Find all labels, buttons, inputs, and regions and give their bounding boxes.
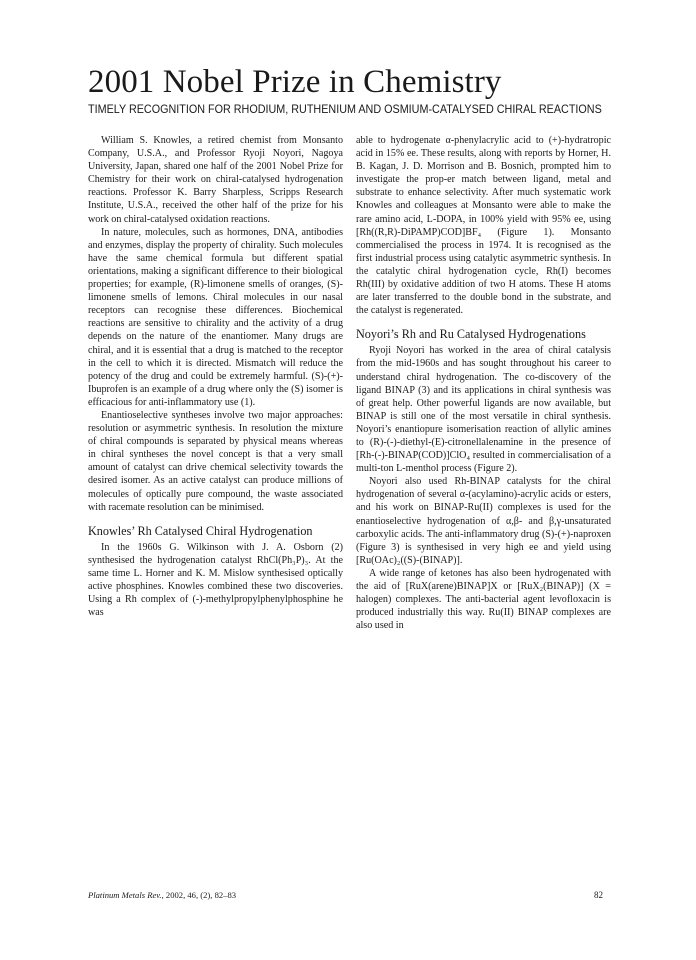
citation-details: , 2002, 46, (2), 82–83 [161,890,237,900]
paragraph-hydrogenate: able to hydrogenate α-phenylacrylic acid to (+)-hydratropic acid in 15% ee. These results, along with reports by Horner, H. B. Kagan, J. D. Morrison and B. Bosnich, prompted him to investigate the prop-er match between ligand, metal and substrate to enhance selectivity. After much systematic work Knowles and colleagues at Monsanto were able to make the rare amino acid, L-DOPA, in 100% yield with 95% ee, using [Rh((R,R)-DiPAMP)COD]BF₄ (Figure 1). Monsanto commercialised the process in 1974. It is recognised as the first industrial process using catalytic asymmetric synthesis. In the catalytic chiral hydrogenation cycle, Rh(I) becomes Rh(III) by oxidative addition of two H atoms. These H atoms are later transferred to the double bond in the substrate, and the catalyst is regenerated. [356,135,611,317]
paragraph-chirality: In nature, molecules, such as hormones, DNA, antibodies and enzymes, display the property of chirality. Such molecules have the same chemical formula but different spatial orientations, making a significant difference to their biological properties; for example, (R)-limonene smells of oranges, (S)-limonene smells of lemons. Chiral molecules in our nasal receptors can recognise these differences. Biochemical reactions are sensitive to chirality and the activity of a drug depends on the nature of the enantiomer. Many drugs are chiral, and it is essential that a drug is matched to the receptor in the cell to which it is directed. Mismatch will reduce the potency of the drug and could be extremely harmful. (S)-(+)-Ibuprofen is an example of a drug where only the (S) isomer is efficacious for anti-inflammatory use (1). [88,226,343,408]
right-column [356,134,611,632]
paragraph-intro: William S. Knowles, a retired chemist from Monsanto Company, U.S.A., and Professor Ryoji Noyori, Nagoya University, Japan, shared one half of the 2001 Nobel Prize for Chemistry for their work on chiral-catalysed hydrogenation reactions. Professor K. Barry Sharpless, Scripps Research Institute, U.S.A., received the other half of the prize for his work on chiral-catalysed oxidation reactions. [88,135,343,225]
paragraph-enantioselective: Enantioselective syntheses involve two major approaches: resolution or asymmetric synthesis. In resolution the mixture of chiral compounds is separated by physical means whereas in chiral syntheses the novel concept is that a very small amount of catalyst can drive chemical selectivity towards the desired isomer. As an active catalyst can produce millions of molecules of optically pure compound, the waste associated with racemate resolution can be minimised. [88,409,343,513]
left-column [88,134,343,619]
journal-citation [88,890,236,900]
section-heading-noyori: Noyori’s Rh and Ru Catalysed Hydrogenations [356,327,586,342]
paragraph-ketones: A wide range of ketones has also been hydrogenated with the aid of [RuX(arene)BINAP]X or [RuX₂(BINAP)] (X = halogen) complexes. The anti-bacterial agent levofloxacin is produced industrially this way. Ru(II) BINAP complexes are also used in [356,567,611,632]
page-number: 82 [594,890,603,900]
article-subtitle: TIMELY RECOGNITION FOR RHODIUM, RUTHENIUM AND OSMIUM-CATALYSED CHIRAL REACTIONS [88,103,602,116]
section-heading-knowles: Knowles’ Rh Catalysed Chiral Hydrogenation [88,523,313,538]
journal-name: Platinum Metals Rev. [88,890,162,900]
paragraph-rh-binap: Noyori also used Rh-BINAP catalysts for the chiral hydrogenation of several α-(acylamino)-acrylic acids or esters, and his work on BINAP-Ru(II) complexes is used for the enantioselective hydrogenation of α,β- and β,γ-unsaturated carboxylic acids. The anti-inflammatory drug (S)-(+)-naproxen (Figure 3) is synthesised in very high ee and yield using [Ru(OAc)₂((S)-(BINAP)]. [356,476,611,566]
paragraph-noyori: Ryoji Noyori has worked in the area of chiral catalysis from the mid-1960s and has sought throughout his career to understand chiral hydrogenation. The co-discovery of the ligand BINAP (3) and its applications in chiral synthesis was of great help. Other powerful ligands are now available, but BINAP is still one of the most versatile in chiral synthesis. Noyori’s enantiopure isomerisation reaction of allylic amines to (R)-(-)-diethyl-(E)-citronellalenamine in the presence of [Rh-(-)-BINAP(COD)]ClO₄ resulted in commercialisation of a multi-ton L-menthol process (Figure 2). [356,345,611,475]
article-title: 2001 Nobel Prize in Chemistry [88,64,502,100]
paragraph-wilkinson: In the 1960s G. Wilkinson with J. A. Osborn (2) synthesised the hydrogenation catalyst RhCl(Ph₃P)₃. At the same time L. Horner and K. M. Mislow synthesised optically active phosphines. Knowles combined these two discoveries. Using a Rh complex of (-)-methylpropylphenylphosphine he was [88,541,343,619]
